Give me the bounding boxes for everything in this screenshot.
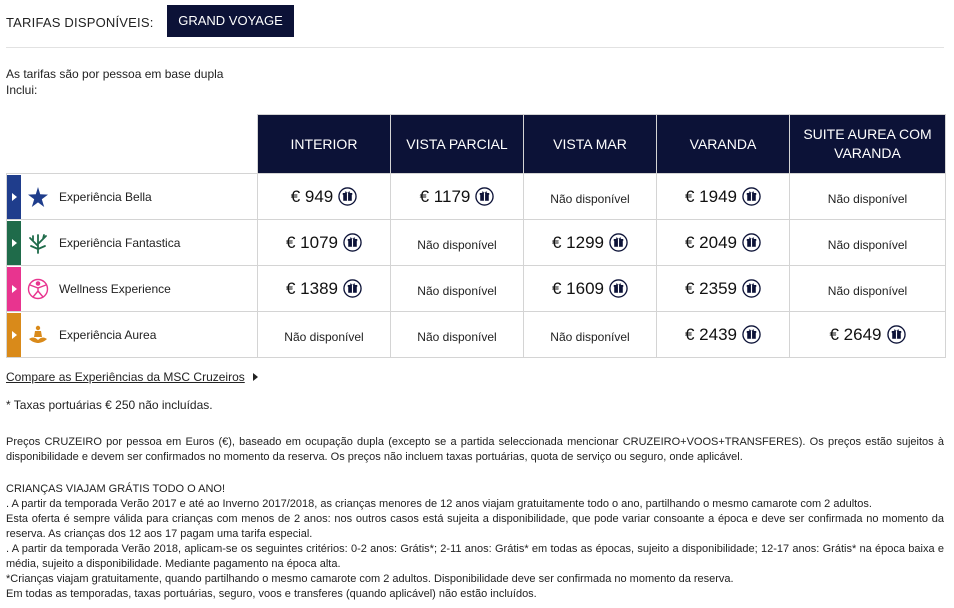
price-value[interactable] <box>830 325 906 345</box>
caret-right-icon <box>12 193 17 201</box>
experience-cell[interactable] <box>7 266 258 312</box>
not-available-text: Não disponível <box>417 237 497 252</box>
price-text[interactable]: € 1079 <box>286 232 338 252</box>
experience-name[interactable]: Experiência Fantastica <box>59 235 181 250</box>
rate-cell-varanda <box>657 220 790 266</box>
kids-offer-exclusions: Em todas as temporadas, taxas portuárias, seguro, voos e transferes (quando aplicável) não estão incluídos. <box>6 588 537 600</box>
not-available-text: Não disponível <box>284 329 364 344</box>
rate-cell-vista-parcial <box>391 266 524 312</box>
rate-cell-interior <box>258 312 391 358</box>
rate-cell-vista-mar <box>524 312 657 358</box>
rate-cell-vista-mar <box>524 220 657 266</box>
expand-toggle[interactable] <box>7 267 21 311</box>
not-available-text: Não disponível <box>417 283 497 298</box>
price-value[interactable] <box>685 279 761 299</box>
kids-offer-conditions: Esta oferta é sempre válida para crianças com menos de 2 anos: nos outros casos está sujeita a disponibilidade, que pode variar consoante a época e deve ser confirmada no momento da reserva. As crianças dos 12 aos 17 pagam uma tarifa especial. <box>6 513 944 540</box>
price-text[interactable]: € 1299 <box>552 232 604 252</box>
expand-toggle[interactable] <box>7 313 21 357</box>
kids-offer-2017: . A partir da temporada Verão 2017 e até ao Inverno 2017/2018, as crianças menores de 12 anos viajam gratuitamente todo o ano, partilhando o mesmo camarote com 2 adultos. <box>6 498 872 510</box>
gift-icon[interactable] <box>609 279 628 298</box>
rate-cell-vista-parcial <box>391 174 524 220</box>
gift-icon[interactable] <box>475 187 494 206</box>
rate-cell-vista-mar <box>524 266 657 312</box>
tarifas-label: TARIFAS DISPONÍVEIS: <box>6 15 154 30</box>
price-value[interactable] <box>552 279 628 299</box>
price-text[interactable]: € 2439 <box>685 324 737 344</box>
gift-icon[interactable] <box>742 233 761 252</box>
rate-cell-interior <box>258 174 391 220</box>
price-value[interactable] <box>286 279 362 299</box>
experience-row-experiencia-bella <box>7 174 946 220</box>
lotus-meditation-icon <box>27 324 49 346</box>
price-text[interactable]: € 2359 <box>685 278 737 298</box>
rate-cell-suite-aurea <box>790 220 946 266</box>
experience-row-wellness-experience <box>7 266 946 312</box>
gift-icon[interactable] <box>609 233 628 252</box>
experience-cell[interactable] <box>7 174 258 220</box>
not-available-text: Não disponível <box>417 329 497 344</box>
column-header-interior: INTERIOR <box>258 115 391 174</box>
compare-experiences-link[interactable]: Compare as Experiências da MSC Cruzeiros <box>6 370 245 384</box>
rate-cell-suite-aurea <box>790 266 946 312</box>
price-value[interactable] <box>552 233 628 253</box>
price-value[interactable] <box>685 325 761 345</box>
rate-cell-varanda <box>657 266 790 312</box>
expand-toggle[interactable] <box>7 221 21 265</box>
experience-name[interactable]: Wellness Experience <box>59 281 171 296</box>
port-taxes-note: * Taxas portuárias € 250 não incluídas. <box>6 398 213 412</box>
rate-cell-vista-mar <box>524 174 657 220</box>
rate-cell-suite-aurea <box>790 174 946 220</box>
rate-cell-varanda <box>657 174 790 220</box>
column-header-vista-parcial: VISTA PARCIAL <box>391 115 524 174</box>
price-value[interactable] <box>286 233 362 253</box>
experience-name[interactable]: Experiência Bella <box>59 189 152 204</box>
rate-cell-interior <box>258 266 391 312</box>
starfish-icon <box>27 186 49 208</box>
gift-icon[interactable] <box>343 279 362 298</box>
price-text[interactable]: € 2649 <box>829 324 882 344</box>
experience-row-experiencia-fantastica <box>7 220 946 266</box>
gift-icon[interactable] <box>742 279 761 298</box>
price-text[interactable]: € 1389 <box>286 278 338 298</box>
intro-text <box>6 66 223 98</box>
rate-cell-varanda <box>657 312 790 358</box>
rate-cell-vista-parcial <box>391 312 524 358</box>
caret-right-icon <box>12 239 17 247</box>
empty-corner-cell <box>7 115 258 174</box>
rate-cell-vista-parcial <box>391 220 524 266</box>
caret-right-icon <box>12 285 17 293</box>
price-value[interactable] <box>685 233 761 253</box>
price-text[interactable]: € 1609 <box>552 278 604 298</box>
column-header-varanda: VARANDA <box>657 115 790 174</box>
gift-icon[interactable] <box>742 325 761 344</box>
coral-icon <box>27 232 49 254</box>
column-header-suite-aurea: SUITE AUREA COM VARANDA <box>790 115 946 174</box>
price-text[interactable]: € 949 <box>290 186 334 206</box>
caret-right-icon <box>12 331 17 339</box>
rates-table <box>6 114 946 358</box>
intro-line-includes: Inclui: <box>6 83 38 97</box>
experience-name[interactable]: Experiência Aurea <box>59 327 157 342</box>
gift-icon[interactable] <box>343 233 362 252</box>
intro-line-basis: As tarifas são por pessoa em base dupla <box>6 67 224 81</box>
gift-icon[interactable] <box>338 187 357 206</box>
price-value[interactable] <box>291 187 358 207</box>
price-text[interactable]: € 1179 <box>419 186 471 206</box>
price-text[interactable]: € 1949 <box>685 186 737 206</box>
experience-cell[interactable] <box>7 312 258 358</box>
gift-icon[interactable] <box>887 325 906 344</box>
kids-offer-footnote: *Crianças viajam gratuitamente, quando partilhando o mesmo camarote com 2 adultos. Disponibilidade deve ser confirmada no momento da reserva. <box>6 573 734 585</box>
not-available-text: Não disponível <box>827 237 908 252</box>
arrow-right-icon <box>253 373 258 381</box>
column-header-vista-mar: VISTA MAR <box>524 115 657 174</box>
rate-cell-suite-aurea <box>790 312 946 358</box>
cabin-header-row <box>7 115 946 174</box>
wellness-person-icon <box>27 278 49 300</box>
price-value[interactable] <box>420 187 495 207</box>
not-available-text: Não disponível <box>550 191 630 206</box>
kids-offer-title: CRIANÇAS VIAJAM GRÁTIS TODO O ANO! <box>6 483 226 495</box>
fare-selector-bar <box>6 0 944 48</box>
experience-cell[interactable] <box>7 220 258 266</box>
not-available-text: Não disponível <box>550 329 630 344</box>
grand-voyage-tab-button[interactable]: GRAND VOYAGE <box>167 5 294 37</box>
gift-icon[interactable] <box>742 187 761 206</box>
price-text[interactable]: € 2049 <box>685 232 737 252</box>
price-value[interactable] <box>685 187 761 207</box>
not-available-text: Não disponível <box>827 191 908 206</box>
not-available-text: Não disponível <box>827 283 908 298</box>
rate-cell-interior <box>258 220 391 266</box>
prices-disclaimer: Preços CRUZEIRO por pessoa em Euros (€), baseado em ocupação dupla (excepto se a partida seleccionada mencionar CRUZEIRO+VOOS+TRANSFERES). Os preços estão sujeitos à disponibilidade e devem ser confirmados no momento da reserva. Os preços não incluem taxas portuárias, quota de serviço ou seguro, onde aplicável. <box>6 436 944 463</box>
experience-row-experiencia-aurea <box>7 312 946 358</box>
expand-toggle[interactable] <box>7 175 21 219</box>
kids-offer-2018: . A partir da temporada Verão 2018, aplicam-se os seguintes critérios: 0-2 anos: Grátis*; 2-11 anos: Grátis* em todas as épocas, sujeito a disponibilidade; 12-17 anos: Grátis* na época baixa e média, sujeito a disponibilidade. Mediante pagamento na época alta. <box>6 543 944 570</box>
kids-offer-section <box>6 482 944 602</box>
